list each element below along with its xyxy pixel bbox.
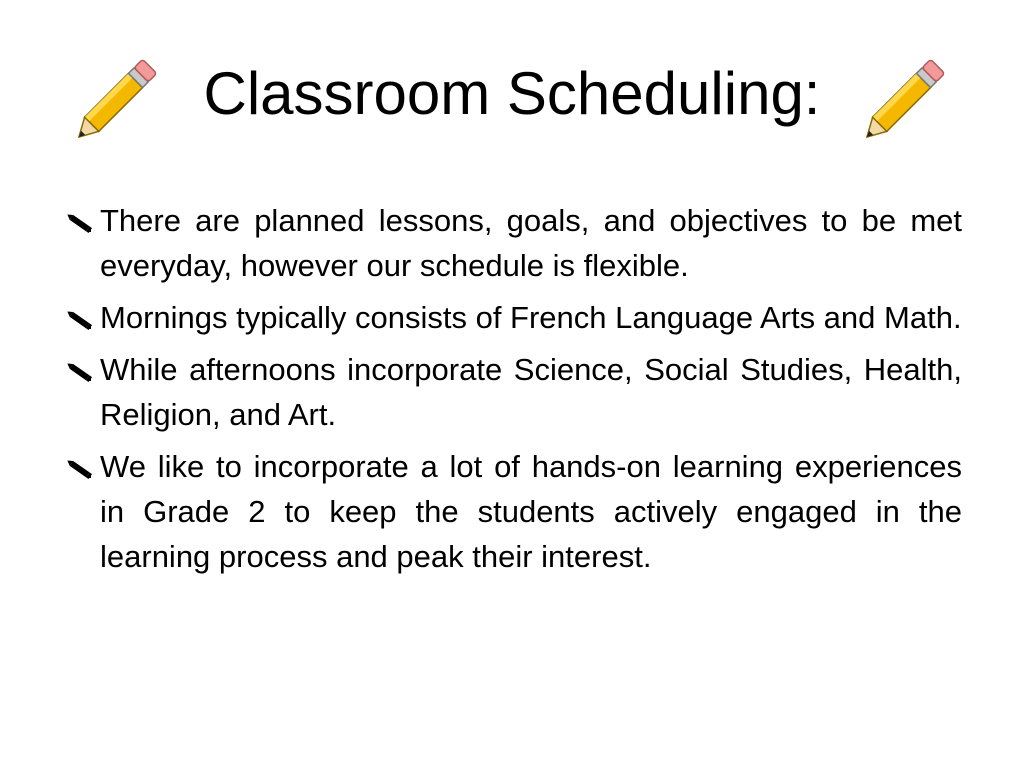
bullet-item	[62, 295, 962, 340]
bullet-item	[62, 347, 962, 437]
pencil-bullet-icon	[64, 210, 96, 234]
pencil-icon	[848, 46, 958, 156]
bullet-text: We like to incorporate a lot of hands-on learning experiences in Grade 2 to keep the students actively engaged in the learning process and peak their interest.	[100, 449, 962, 574]
bullet-text: There are planned lessons, goals, and objectives to be met everyday, however our schedule is flexible.	[100, 203, 962, 283]
slide-title: Classroom Scheduling:	[203, 60, 821, 127]
pencil-bullet-icon	[64, 456, 96, 480]
pencil-bullet-icon	[64, 359, 96, 383]
pencil-bullet-icon	[64, 307, 96, 331]
bullet-text: While afternoons incorporate Science, Social Studies, Health, Religion, and Art.	[100, 352, 962, 432]
bullet-list	[62, 198, 962, 586]
bullet-item	[62, 444, 962, 579]
bullet-item	[62, 198, 962, 288]
bullet-text: Mornings typically consists of French Language Arts and Math.	[100, 300, 962, 335]
